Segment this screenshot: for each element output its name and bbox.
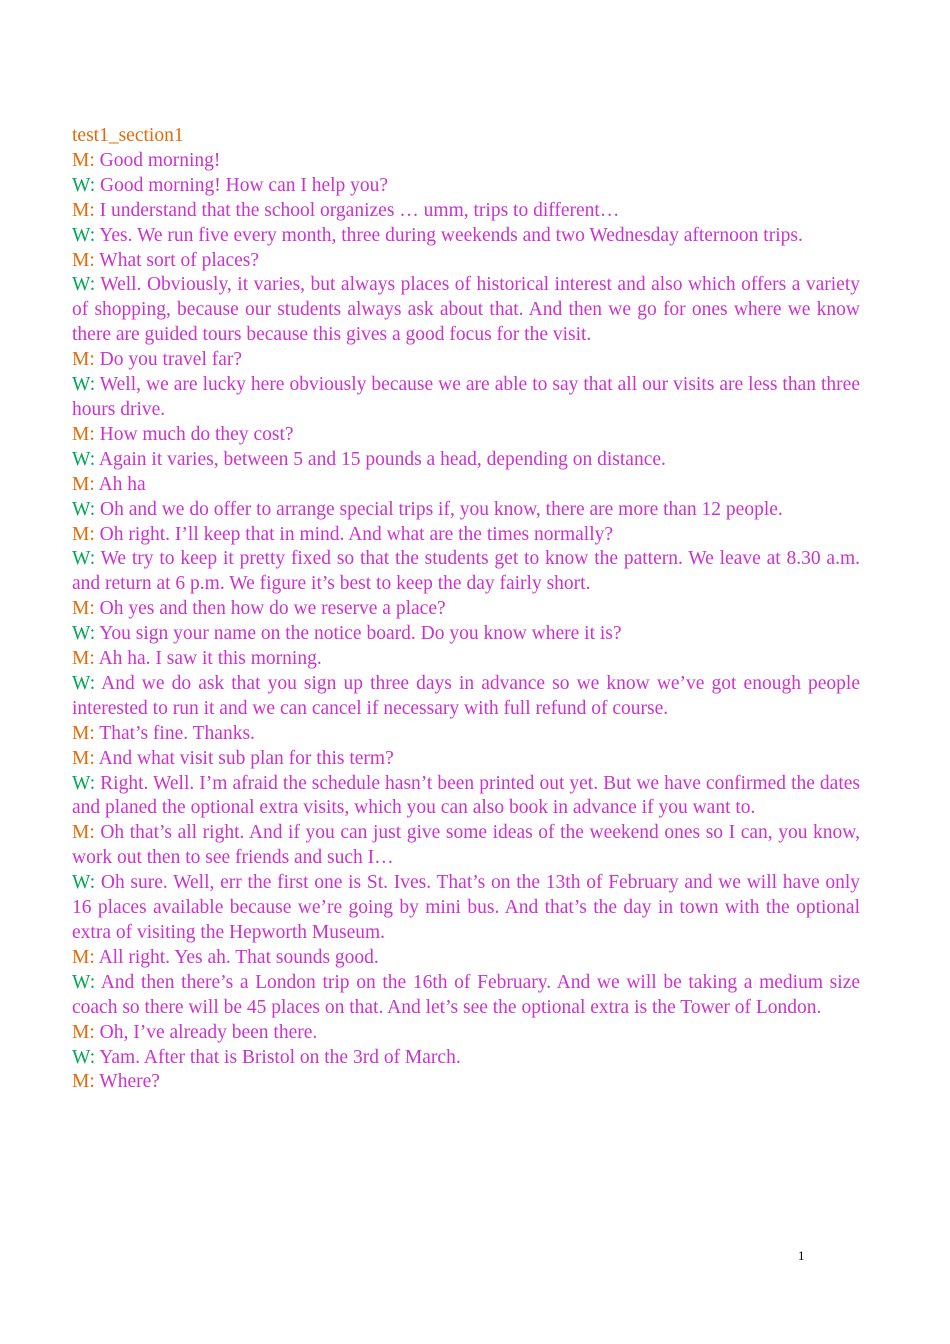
dialogue-line: W: Good morning! How can I help you? xyxy=(72,174,389,196)
dialogue-line: M: Oh yes and then how do we reserve a place? xyxy=(72,598,446,620)
dialogue-line: M: All right. Yes ah. That sounds good. xyxy=(72,946,379,968)
speaker-label: W xyxy=(72,872,90,894)
dialogue-line: W: Oh and we do offer to arrange special trips if, you know, there are more than 12 people. xyxy=(72,498,783,520)
speaker-label: W xyxy=(72,448,90,470)
page-number: 1 xyxy=(798,1248,805,1263)
speaker-label: M xyxy=(72,1071,90,1093)
dialogue-line: M: That’s fine. Thanks. xyxy=(72,722,255,744)
dialogue-line: W: Right. Well. I’m afraid the schedule hasn’t been printed out yet. But we have confirmed the dates and planed the optional extra visits, which you can also book in advance if you want to. xyxy=(72,772,860,819)
dialogue-line: W: Oh sure. Well, err the first one is St. Ives. That’s on the 13th of February and we will have only 16 places available because we’re going by mini bus. And that’s the day in town with the optional extra of visiting the Hepworth Museum. xyxy=(72,872,861,943)
dialogue-line: M: Ah ha xyxy=(72,473,146,495)
dialogue-line: M: What sort of places? xyxy=(72,249,260,271)
utterance-text: Oh, I’ve already been there. xyxy=(99,1021,318,1043)
utterance-text: How much do they cost? xyxy=(99,423,294,445)
speaker-label: W xyxy=(72,623,90,645)
speaker-label: W xyxy=(72,548,90,570)
dialogue-line: W: Well. Obviously, it varies, but always places of historical interest and also which offers a variety of shopping, because our students always ask about that. And then we go for ones where we know there are guided tours because this gives a good focus for the visit. xyxy=(72,274,860,346)
utterance-text: Good morning! xyxy=(99,149,221,171)
transcript xyxy=(72,124,860,1095)
dialogue-line: M: Do you travel far? xyxy=(72,349,243,371)
dialogue-line: M: Oh that’s all right. And if you can just give some ideas of the weekend ones so I can, you know, work out then to see friends and such I… xyxy=(72,822,860,869)
speaker-label: W xyxy=(72,174,90,196)
speaker-label: W xyxy=(72,374,90,396)
speaker-label: W xyxy=(72,1046,90,1068)
speaker-label: W xyxy=(72,772,90,794)
speaker-label: M xyxy=(72,249,90,271)
utterance-text: Well. Obviously, it varies, but always places of historical interest and also which offers a variety of shopping, because our students always ask about that. And then we go for ones where we know there are guided tours because this gives a good focus for the visit. xyxy=(72,274,860,346)
speaker-label: M xyxy=(72,598,90,620)
utterance-text: Yam. After that is Bristol on the 3rd of March. xyxy=(99,1046,461,1068)
dialogue-line: W: We try to keep it pretty fixed so that the students get to know the pattern. We leave at 8.30 a.m. and return at 6 p.m. We figure it’s best to keep the day fairly short. xyxy=(72,548,860,595)
utterance-text: Oh and we do offer to arrange special trips if, you know, there are more than 12 people. xyxy=(99,498,783,520)
utterance-text: I understand that the school organizes … umm, trips to different… xyxy=(99,199,620,221)
utterance-text: Oh right. I’ll keep that in mind. And what are the times normally? xyxy=(99,523,614,545)
utterance-text: Oh that’s all right. And if you can just give some ideas of the weekend ones so I can, you know, work out then to see friends and such I… xyxy=(72,822,860,869)
utterance-text: Right. Well. I’m afraid the schedule hasn’t been printed out yet. But we have confirmed the dates and planed the optional extra visits, which you can also book in advance if you want to. xyxy=(72,772,860,819)
dialogue-line: W: Well, we are lucky here obviously because we are able to say that all our visits are less than three hours drive. xyxy=(72,374,860,420)
document-title: test1_section1 xyxy=(72,125,184,146)
dialogue-line: W: Yes. We run five every month, three during weekends and two Wednesday afternoon trips. xyxy=(72,224,803,246)
speaker-label: M xyxy=(72,523,90,545)
utterance-text: Again it varies, between 5 and 15 pounds a head, depending on distance. xyxy=(98,448,666,470)
utterance-text: Yes. We run five every month, three during weekends and two Wednesday afternoon trips. xyxy=(99,224,803,246)
utterance-text: Ah ha xyxy=(98,473,146,495)
speaker-label: W xyxy=(72,274,90,296)
dialogue-line: W: You sign your name on the notice board. Do you know where it is? xyxy=(72,623,622,645)
speaker-label: M xyxy=(72,199,90,221)
utterance-text: We try to keep it pretty fixed so that the students get to know the pattern. We leave at 8.30 a.m. and return at 6 p.m. We figure it’s best to keep the day fairly short. xyxy=(72,548,860,595)
utterance-text: Oh yes and then how do we reserve a place? xyxy=(99,598,446,620)
utterance-text: Good morning! How can I help you? xyxy=(99,174,389,196)
speaker-label: M xyxy=(72,722,90,744)
utterance-text: That’s fine. Thanks. xyxy=(99,722,255,744)
speaker-label: M xyxy=(72,1021,90,1043)
speaker-label: M xyxy=(72,822,90,844)
utterance-text: Well, we are lucky here obviously because we are able to say that all our visits are less than three hours drive. xyxy=(72,374,860,420)
utterance-text: Do you travel far? xyxy=(99,349,243,371)
utterance-text: And we do ask that you sign up three days in advance so we know we’ve got enough people interested to run it and we can cancel if necessary with full refund of course. xyxy=(72,672,860,719)
speaker-label: W xyxy=(72,498,90,520)
speaker-label: W xyxy=(72,672,90,694)
utterance-text: You sign your name on the notice board. Do you know where it is? xyxy=(99,623,622,645)
dialogue-line: M: Oh, I’ve already been there. xyxy=(72,1021,318,1043)
dialogue-line: M: Ah ha. I saw it this morning. xyxy=(72,648,322,670)
speaker-label: M xyxy=(72,747,90,769)
utterance-text: What sort of places? xyxy=(99,249,260,271)
dialogue-line: W: And then there’s a London trip on the 16th of February. And we will be taking a medium size coach so there will be 45 places on that. And let’s see the optional extra is the Tower of London. xyxy=(72,971,861,1018)
speaker-label: M xyxy=(72,473,90,495)
dialogue-line: M: And what visit sub plan for this term? xyxy=(72,747,394,769)
dialogue-line: W: Yam. After that is Bristol on the 3rd of March. xyxy=(72,1046,461,1068)
utterance-text: Where? xyxy=(99,1071,160,1093)
dialogue-line: W: Again it varies, between 5 and 15 pounds a head, depending on distance. xyxy=(72,448,666,470)
utterance-text: Oh sure. Well, err the first one is St. Ives. That’s on the 13th of February and we will have only 16 places available because we’re going by mini bus. And that’s the day in town with the optional extra of visiting the Hepworth Museum. xyxy=(72,872,861,943)
speaker-label: M xyxy=(72,149,90,171)
utterance-text: And what visit sub plan for this term? xyxy=(98,747,394,769)
speaker-label: W xyxy=(72,224,90,246)
utterance-text: Ah ha. I saw it this morning. xyxy=(98,648,322,670)
dialogue-line: M: Good morning! xyxy=(72,149,221,171)
dialogue-line: M: Where? xyxy=(72,1071,160,1093)
speaker-label: W xyxy=(72,971,90,993)
dialogue-line: M: Oh right. I’ll keep that in mind. And what are the times normally? xyxy=(72,523,614,545)
dialogue xyxy=(72,149,860,1095)
dialogue-line: M: How much do they cost? xyxy=(72,423,294,445)
speaker-label: M xyxy=(72,423,90,445)
speaker-label: M xyxy=(72,946,90,968)
utterance-text: All right. Yes ah. That sounds good. xyxy=(98,946,379,968)
dialogue-line: W: And we do ask that you sign up three days in advance so we know we’ve got enough people interested to run it and we can cancel if necessary with full refund of course. xyxy=(72,672,860,719)
utterance-text: And then there’s a London trip on the 16th of February. And we will be taking a medium size coach so there will be 45 places on that. And let’s see the optional extra is the Tower of London. xyxy=(72,971,861,1018)
speaker-label: M xyxy=(72,648,90,670)
speaker-label: M xyxy=(72,349,90,371)
dialogue-line: M: I understand that the school organizes … umm, trips to different… xyxy=(72,199,620,221)
